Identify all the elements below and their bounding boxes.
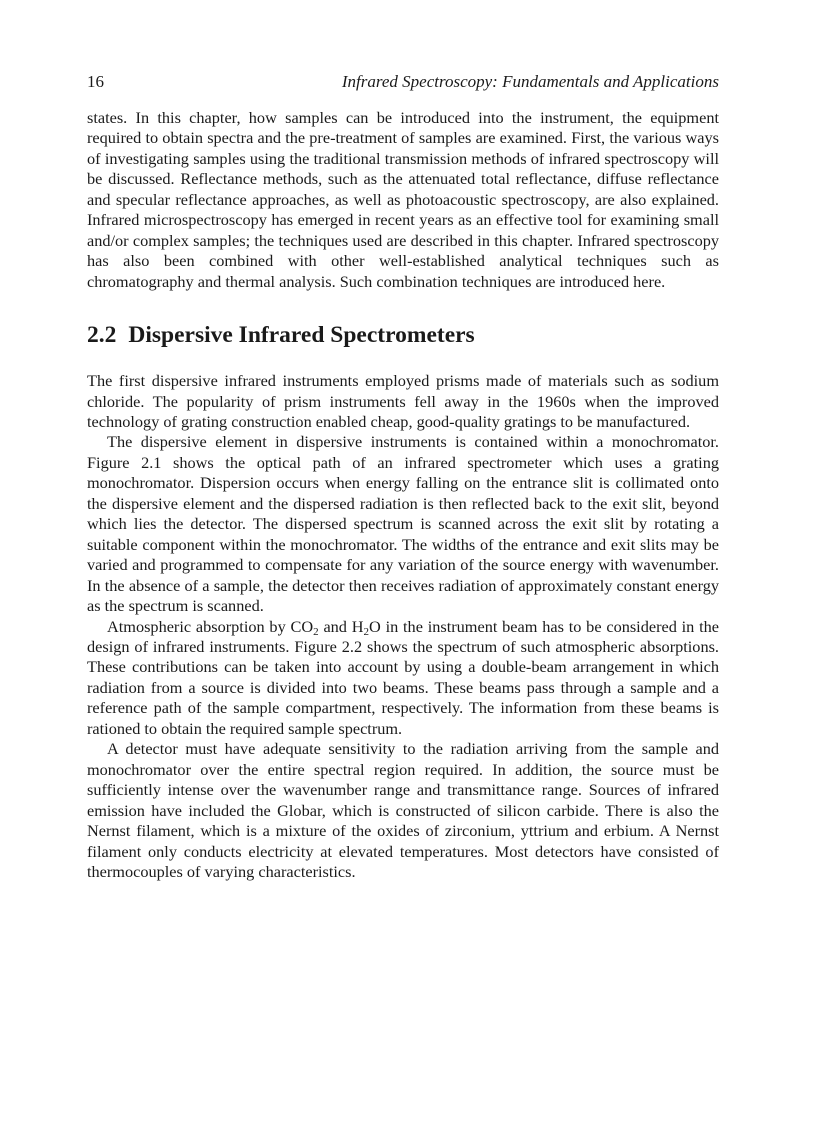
running-header bbox=[87, 68, 719, 96]
book-page bbox=[87, 68, 719, 882]
intro-paragraph: states. In this chapter, how samples can be introduced into the instrument, the equipment required to obtain spectra and the pre-treatment of samples are examined. First, the various ways of investigating samples using the traditional transmission methods of infrared spectroscopy will be discussed. Reflectance methods, such as the attenuated total reflectance, diffuse reflectance and specular reflectance approaches, as well as photoacoustic spectroscopy, are also explained. Infrared microspectroscopy has emerged in recent years as an effective tool for examining small and/or complex samples; the techniques used are described in this chapter. Infrared spectroscopy has also been combined with other well-established analytical techniques such as chromatography and thermal analysis. Such combination techniques are introduced here. bbox=[87, 108, 719, 291]
section-number: 2.2 bbox=[87, 322, 117, 349]
paragraph-prism-instruments: The first dispersive infrared instruments employed prisms made of materials such as sodium chloride. The popularity of prism instruments fell away in the 1960s when the improved technology of grating construction enabled cheap, good-quality gratings to be manufactured. bbox=[87, 371, 719, 431]
text-segment: Atmospheric absorption by CO bbox=[107, 616, 314, 636]
subscript: 2 bbox=[313, 625, 319, 638]
paragraph-atmospheric-absorption bbox=[87, 617, 719, 740]
paragraph-detector-sources: A detector must have adequate sensitivity to the radiation arriving from the sample and monochromator over the entire spectral region required. In addition, the source must be sufficiently intense over the wavenumber range and transmittance range. Sources of infrared emission have included the Globar, which is constructed of silicon carbide. There is also the Nernst filament, which is a mixture of the oxides of zirconium, yttrium and erbium. A Nernst filament only conducts electricity at elevated temperatures. Most detectors have consisted of thermocouples of varying characteristics. bbox=[87, 739, 719, 881]
body-text bbox=[87, 108, 719, 882]
paragraph-monochromator: The dispersive element in dispersive instruments is contained within a monochromator. Figure 2.1 shows the optical path of an infrared spectrometer which uses a grating monochromator. Dispersion occurs when energy falling on the entrance slit is collimated onto the dispersive element and the dispersed radiation is then reflected back to the exit slit, beyond which lies the detector. The dispersed spectrum is scanned across the exit slit by rotating a suitable component within the monochromator. The widths of the entrance and exit slits may be varied and programmed to compensate for any variation of the source energy with wavenumber. In the absence of a sample, the detector then receives radiation of approximately constant energy as the spectrum is scanned. bbox=[87, 432, 719, 616]
section-title: Dispersive Infrared Spectrometers bbox=[128, 322, 475, 349]
page-number: 16 bbox=[87, 72, 104, 91]
book-title: Infrared Spectroscopy: Fundamentals and Applications bbox=[341, 72, 719, 91]
text-segment: and H bbox=[318, 616, 364, 636]
section-heading bbox=[87, 320, 719, 350]
subscript: 2 bbox=[363, 625, 370, 638]
text-segment: O in the instrument beam has to be considered in the design of infrared instruments. Figure 2.2 shows the spectrum of such atmospheric absorptions. These contributions can be taken into account by using a double-beam arrangement in which radiation from a source is divided into two beams. These beams pass through a sample and a reference path of the sample compartment, respectively. The information from these beams is rationed to obtain the required sample spectrum. bbox=[87, 616, 720, 738]
